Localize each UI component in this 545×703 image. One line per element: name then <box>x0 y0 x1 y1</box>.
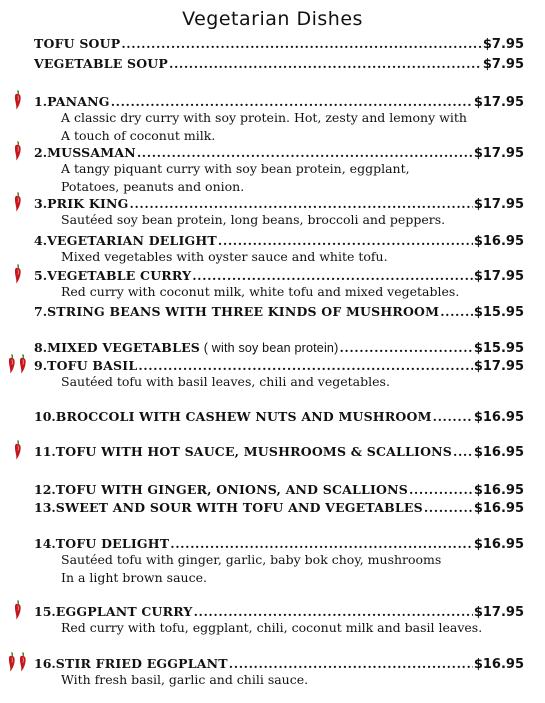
chili-pepper-icon <box>18 354 28 374</box>
dot-leader <box>453 444 473 459</box>
dish-row <box>34 268 524 284</box>
chili-pepper-icon <box>13 192 23 212</box>
dish-price: $7.95 <box>482 57 524 72</box>
dish-price: $16.95 <box>473 234 524 249</box>
dot-leader <box>170 536 473 551</box>
dish-price: $16.95 <box>473 501 524 516</box>
dish-number: 14. <box>34 536 56 551</box>
dish-name-text: SWEET AND SOUR WITH TOFU AND VEGETABLES <box>55 500 423 515</box>
dot-leader <box>229 656 473 671</box>
dot-leader <box>138 358 473 373</box>
dish-name-text: STIR FRIED EGGPLANT <box>55 656 228 671</box>
dish-name <box>56 444 452 459</box>
soup-row <box>34 36 524 52</box>
dish-number: 15. <box>34 604 56 619</box>
dish-row <box>34 340 524 356</box>
dish-description: A tangy piquant curry with soy bean protein, eggplant, <box>61 161 410 176</box>
dot-leader <box>339 340 472 355</box>
dish-price: $15.95 <box>473 305 524 320</box>
dot-leader <box>111 94 473 109</box>
chili-pepper-icon <box>13 600 23 620</box>
dish-name <box>56 656 228 671</box>
dot-leader <box>440 304 473 319</box>
dish-number: 16. <box>34 656 56 671</box>
dish-row <box>34 536 524 552</box>
dish-number: 8. <box>34 340 48 355</box>
dish-price: $17.95 <box>473 146 524 161</box>
dish-name <box>56 482 408 497</box>
dot-leader <box>192 268 473 283</box>
soup-row <box>34 56 524 72</box>
chili-pepper-icon <box>7 652 17 672</box>
dish-number: 2. <box>34 145 48 160</box>
dish-description: A touch of coconut milk. <box>61 128 216 143</box>
dish-name-text: TOFU WITH GINGER, ONIONS, AND SCALLIONS <box>55 482 408 497</box>
dish-name-text: TOFU BASIL <box>47 358 138 373</box>
dish-name-text: PANANG <box>47 94 110 109</box>
dot-leader <box>218 233 473 248</box>
dish-name <box>56 604 193 619</box>
dish-row <box>34 604 524 620</box>
dish-row <box>34 233 524 249</box>
dish-description: A classic dry curry with soy protein. Hot, zesty and lemony with <box>61 110 467 125</box>
dish-name-text: STRING BEANS WITH THREE KINDS OF MUSHROOM <box>47 304 440 319</box>
dish-name-text: MIXED VEGETABLES <box>47 340 201 355</box>
dish-description: Potatoes, peanuts and onion. <box>61 179 245 194</box>
dish-price: $17.95 <box>473 95 524 110</box>
dish-name <box>56 409 432 424</box>
dish-price: $16.95 <box>473 657 524 672</box>
dish-price: $17.95 <box>473 197 524 212</box>
dish-price: $16.95 <box>473 483 524 498</box>
dish-name <box>47 268 191 283</box>
dish-row <box>34 482 524 498</box>
dish-number: 10. <box>34 409 56 424</box>
dish-name <box>47 233 217 248</box>
dish-name-text: PRIK KING <box>47 196 129 211</box>
chili-pepper-icon <box>13 440 23 460</box>
chili-pepper-icon <box>18 652 28 672</box>
dot-leader <box>409 482 473 497</box>
dish-name-text: BROCCOLI WITH CASHEW NUTS AND MUSHROOM <box>55 409 432 424</box>
dish-name <box>47 358 137 373</box>
dish-number: 1. <box>34 94 48 109</box>
dish-row <box>34 656 524 672</box>
dish-row <box>34 304 524 320</box>
chili-pepper-icon <box>13 90 23 110</box>
dish-description: In a light brown sauce. <box>61 570 207 585</box>
dish-price: $16.95 <box>473 537 524 552</box>
dish-number: 4. <box>34 233 48 248</box>
dish-price: $16.95 <box>473 410 524 425</box>
chili-pepper-icon <box>13 141 23 161</box>
dish-name: TOFU SOUP <box>34 36 121 51</box>
dish-row <box>34 444 524 460</box>
dish-name <box>47 94 110 109</box>
chili-pepper-icon <box>13 264 23 284</box>
dish-name-text: VEGETARIAN DELIGHT <box>47 233 217 248</box>
dish-description: Sautéed tofu with ginger, garlic, baby bok choy, mushrooms <box>61 552 442 567</box>
dish-row <box>34 94 524 110</box>
dish-description: Red curry with tofu, eggplant, chili, coconut milk and basil leaves. <box>61 620 483 635</box>
dot-leader <box>130 196 473 211</box>
dish-name <box>56 500 423 515</box>
dish-number: 9. <box>34 358 48 373</box>
dish-description: Sautéed soy bean protein, long beans, broccoli and peppers. <box>61 212 446 227</box>
dot-leader <box>424 500 473 515</box>
dish-name <box>47 304 439 319</box>
dish-number: 5. <box>34 268 48 283</box>
dish-description: Red curry with coconut milk, white tofu and mixed vegetables. <box>61 284 460 299</box>
dot-leader <box>137 145 473 160</box>
dish-note: ( with soy bean protein) <box>200 341 339 355</box>
dish-name-text: EGGPLANT CURRY <box>55 604 193 619</box>
dot-leader <box>194 604 473 619</box>
dish-row <box>34 409 524 425</box>
dish-price: $7.95 <box>482 37 524 52</box>
dish-number: 3. <box>34 196 48 211</box>
dot-leader <box>121 36 482 51</box>
dish-name <box>47 340 338 355</box>
dish-name-text: VEGETABLE CURRY <box>47 268 192 283</box>
dish-row <box>34 500 524 516</box>
dish-description: With fresh basil, garlic and chili sauce. <box>61 672 309 687</box>
page-title: Vegetarian Dishes <box>182 8 363 30</box>
dish-number: 12. <box>34 482 56 497</box>
dish-price: $16.95 <box>473 445 524 460</box>
dish-name-text: TOFU DELIGHT <box>55 536 170 551</box>
dish-name <box>47 196 128 211</box>
dish-price: $15.95 <box>473 341 524 356</box>
dish-row <box>34 196 524 212</box>
dish-name-text: TOFU WITH HOT SAUCE, MUSHROOMS & SCALLIONS <box>55 444 453 459</box>
dish-name: VEGETABLE SOUP <box>34 56 168 71</box>
dish-row <box>34 145 524 161</box>
dish-name <box>56 536 170 551</box>
dish-description: Mixed vegetables with oyster sauce and white tofu. <box>61 249 388 264</box>
dot-leader <box>169 56 482 71</box>
dish-price: $17.95 <box>473 359 524 374</box>
dish-name <box>47 145 136 160</box>
chili-pepper-icon <box>7 354 17 374</box>
dot-leader <box>433 409 473 424</box>
dish-description: Sautéed tofu with basil leaves, chili and vegetables. <box>61 374 390 389</box>
dish-price: $17.95 <box>473 605 524 620</box>
dish-name-text: MUSSAMAN <box>47 145 136 160</box>
dish-price: $17.95 <box>473 269 524 284</box>
dish-number: 7. <box>34 304 48 319</box>
dish-number: 11. <box>34 444 56 459</box>
dish-number: 13. <box>34 500 56 515</box>
dish-row <box>34 358 524 374</box>
